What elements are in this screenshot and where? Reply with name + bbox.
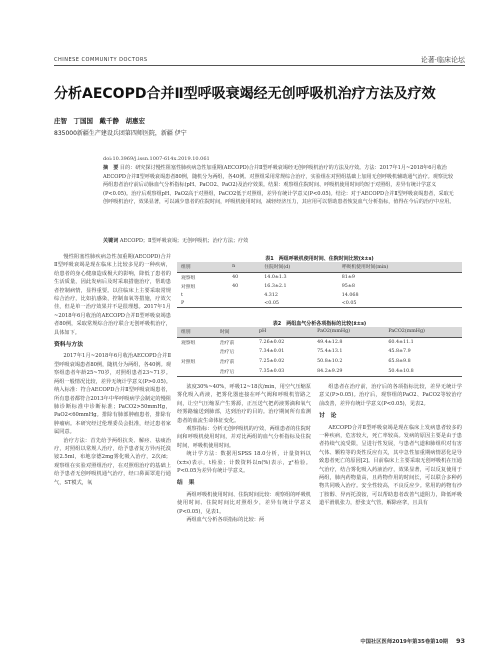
- table-2-header: PaCO2(mmHg): [384, 327, 462, 337]
- table-row: [177, 272, 462, 282]
- table-cell: P: [177, 299, 228, 307]
- journal-name-en: CHINESE COMMUNITY DOCTORS: [54, 57, 148, 63]
- table-cell: 49.4±12.8: [313, 337, 384, 347]
- results-paragraph-1: 两组呼吸机使用时间、住院时间比较：观察组的呼吸机使用时间、住院时间比对照组少，差异有统计学意义(P<0.05)，见表1。: [177, 491, 311, 515]
- table-row: [177, 282, 462, 292]
- article-affiliation: 835000新疆生产建设兵团第四师医院，新疆 伊宁: [54, 130, 187, 137]
- table-2-header: 组别: [177, 327, 216, 337]
- table-cell: 60.4±11.1: [384, 337, 462, 347]
- table-cell: 16.3±2.1: [264, 284, 287, 290]
- table-cell: 治疗前: [219, 360, 235, 366]
- table-cell: 7.26±0.02: [255, 337, 313, 347]
- observation-paragraph: 观察指标：分析无创呼吸机的疗效，两组患者的住院时间和呼吸机使用时间，并对比两组的血气分析指标及住院时间，呼吸机使用时间。: [177, 426, 311, 449]
- table-cell: 50.8±10.2: [317, 359, 343, 365]
- table-cell: 75.4±13.1: [317, 349, 343, 355]
- discussion-paragraph: AECOPD合并Ⅱ型呼吸衰竭是现在临床上发病患者较多的一种疾病，危害较大，死亡率较高。发病的原因主要是由于患者持续气流受限，呈进行性发展，与患者气道和肺组织对有害气体、颗粒等的炎性反应有关，其中急性加重期病情恶化是导致患者死亡的原因[2]。目前临床上主要采取无创呼吸机在压通气治疗，结合雾化吸入药液治疗，效果显著，可以反复使用于两组，肺内药物量高，且药物作用的时间长，可以联合多种药物共同吸入治疗。安全性较高，不良反应少。常用的药物有沙丁胺醇、异丙托溴铵，可以帮助患者改善气道阻力，降低呼吸道平滑肌张力，舒张支气管，解除痉挛，且具有: [319, 424, 462, 507]
- intro-paragraph: 慢性阻塞性肺疾病急性加重期(AECOPD)合并Ⅱ型呼吸衰竭是现在临床上比较多见的一种疾病，给患者的身心健康造成极大的影响，降低了患者的生活质量，因此发病后及时采取措施治疗，帮助患者控制病情，显得重要。以往临床上主要采取常规综合治疗，比如抗感染，控制血氧等措施，疗效欠佳，但是单一治疗效果并不是很理想。2017年1月~2018年6月收治的AECOPD合并Ⅱ型呼吸衰竭患者80例，采取常规综合治疗联合无创呼吸机治疗，具体如下。: [54, 254, 171, 336]
- article-title: 分析AECOPD合并Ⅱ型呼吸衰竭经无创呼吸机治疗方法及疗效: [54, 86, 436, 102]
- column-left: [54, 253, 171, 487]
- table-1-caption: 表1 两组呼吸机使用时间、住院时间比较(x̄±s): [265, 256, 374, 262]
- table-row: [177, 357, 462, 367]
- abstract-text: 目的：研究探讨慢性阻塞性肺疾病急性加重期(AECOPD)合并Ⅱ型呼吸衰竭经无创呼吸机治疗的方法及疗效。方法：2017年1月~2018年6月收治AECOPD合并Ⅱ型呼吸衰竭患者80例，随机分为两组，各40例。对照组采用常规综合治疗，实验组在对照组基础上加用无创呼吸机辅助通气治疗。观察比较两组患者治疗前后动脉血气分析指标(pH、PaCO2、PaO2)及治疗效果。结果：观察组住院时间、呼吸机使用时间均短于对照组，差异有统计学意义(P<0.05)。治疗后观察组pH、PaO2高于对照组，PaCO2低于对照组，差异有统计学意义(P<0.05)。结论：对于AECOPD合并Ⅱ型呼吸衰竭患者，采取无创呼吸机治疗，效果显著，可以减少患者的住院时间，呼吸机使用时间，减轻经济压力，其应用可以帮助患者恢复血气分析指标，值得在今后的治疗中应用。: [103, 165, 455, 205]
- table-row: [177, 337, 462, 347]
- table-cell: 治疗后: [219, 350, 235, 356]
- table-cell: [177, 366, 216, 376]
- table-cell: 40: [232, 284, 239, 290]
- page-number: 93: [455, 637, 465, 645]
- methods-paragraph-3: 浓度30%~40%，呼吸12~18次/min，用空气压缩泵雾化吸入药液，把雾化器连接在呼气阀和呼吸机管路之间，让空气压缩泵产生雾源，正压送气把药液雾滴和氧气经雾路输送到肺部，达到治疗的目的。治疗期间所有监测患者的血流生命体征变化。: [177, 384, 311, 424]
- table-cell: 对照组: [181, 285, 196, 291]
- table-cell: [228, 292, 260, 300]
- table-cell: t: [181, 293, 183, 299]
- header-rule: [54, 65, 465, 66]
- table-row: [177, 299, 462, 307]
- table-row: [177, 292, 462, 300]
- table-2-header: 时间: [216, 327, 255, 337]
- table-cell: 84.2±9.29: [313, 366, 384, 376]
- table-cell: <0.05: [338, 299, 462, 307]
- table-row: [177, 366, 462, 376]
- table-cell: 观察组: [177, 337, 216, 347]
- table-cell: 45.8±7.9: [388, 349, 411, 355]
- table-cell: 7.25±0.02: [258, 359, 285, 365]
- footer-journal: 中国社区医师2019年第35卷第10期: [360, 639, 449, 645]
- section-heading-discussion: 讨 论: [319, 413, 337, 420]
- results-paragraph-3: 组患者在治疗前，治疗后的各项指标比较，差异无统计学意义(P>0.05)。治疗后，观察组的PaO2、PaCO2等较治疗前改善，差异有统计学意义(P<0.05)，见表2。: [319, 384, 462, 407]
- table-2-header: PaO2(mmHg): [313, 327, 384, 337]
- statistics-paragraph: 统计学方法：数据用SPSS 18.0分析，计量资料以(x±s)表示，t检验；计数资料以n(%)表示，χ²检验。P<0.05为差异有统计学意义。: [177, 451, 311, 475]
- doi: doi:10.3969/j.issn.1007-614x.2019.10.061: [103, 156, 210, 162]
- table-1-header: 呼吸机使用时间(min): [338, 262, 462, 272]
- table-cell: 14.068: [341, 293, 359, 299]
- table-1-header: n: [228, 262, 260, 272]
- methods-paragraph-1: 2017年1月~2018年6月收治AECOPD合并Ⅱ型呼吸衰竭患者80例，随机分为两组，各40例。观察组患者年龄25~70岁，对照组患者23~71岁。两组一般情况比较，差异无统计学意义(P>0.05)。纳入标准：符合AECOPD合并Ⅱ型呼吸衰竭患者，所有患者都符合2013年中华呼吸病学会制定的慢阻肺诊断标准中诊断标准；PaCO2>50mmHg，PaO2<60mmHg。排除有肺部肿瘤患者，排除有肿瘤病。本研究经过伦理委员会批准，经过患者家属同意。: [54, 353, 171, 436]
- section-label: 论著·临床论坛: [420, 56, 465, 64]
- table-cell: 14.0±1.3: [260, 272, 338, 282]
- table-2: [177, 320, 462, 377]
- keywords-label: 关键词: [103, 238, 119, 244]
- abstract-label: 摘 要: [103, 165, 119, 171]
- table-2-header: pH: [255, 327, 313, 337]
- table-cell: [228, 299, 260, 307]
- table-cell: <0.05: [260, 299, 338, 307]
- table-cell: 40: [228, 272, 260, 282]
- table-cell: 治疗前: [216, 337, 255, 347]
- table-cell: 4.312: [264, 293, 278, 299]
- section-heading-methods: 资料与方法: [54, 342, 83, 349]
- methods-paragraph-2: 治疗方法：首先给予两组抗炎、解痉、祛痰治疗，对照组以常规人治疗，给予患者复方异丙托溴铵2.5ml，布地奈德2mg雾化吸入治疗，2次/d；观察组在实验对照组治疗，在对照组治疗的基础上给予患者无创呼吸机通气治疗，经口鼻面罩进行通气，ST模式，氧: [54, 437, 171, 486]
- keywords-text: AECOPD；Ⅱ型呼吸衰竭；无创呼吸机；治疗方法；疗效: [119, 238, 249, 244]
- table-cell: 81±9: [338, 272, 462, 282]
- table-cell: 65.8±9.8: [388, 359, 411, 365]
- table-1-header: 组别: [177, 262, 228, 272]
- table-cell: 7.34±0.01: [258, 349, 285, 355]
- section-heading-results: 结 果: [177, 480, 195, 487]
- page-footer: [360, 637, 465, 645]
- table-cell: 对照组: [181, 360, 196, 366]
- table-cell: 50.4±10.8: [384, 366, 462, 376]
- table-cell: 治疗后: [216, 366, 255, 376]
- table-1: [177, 255, 462, 308]
- column-right: [319, 383, 462, 508]
- keywords: [103, 237, 458, 244]
- table-1-header: 住院时间(d): [260, 262, 338, 272]
- table-row: [177, 347, 462, 357]
- article-authors: 庄智 丁国国 戴千静 胡惠宏: [54, 117, 145, 125]
- table-cell: 7.35±0.03: [255, 366, 313, 376]
- column-middle: [177, 383, 311, 525]
- table-cell: 95±8: [341, 284, 355, 290]
- results-paragraph-2: 两组血气分析各项指标的比较：两: [186, 517, 265, 524]
- table-cell: 观察组: [177, 272, 228, 282]
- table-2-caption: 表2 两组血气分析各项指标的比较(x̄±s): [272, 321, 367, 327]
- table-cell: [177, 347, 216, 357]
- abstract: [103, 164, 458, 207]
